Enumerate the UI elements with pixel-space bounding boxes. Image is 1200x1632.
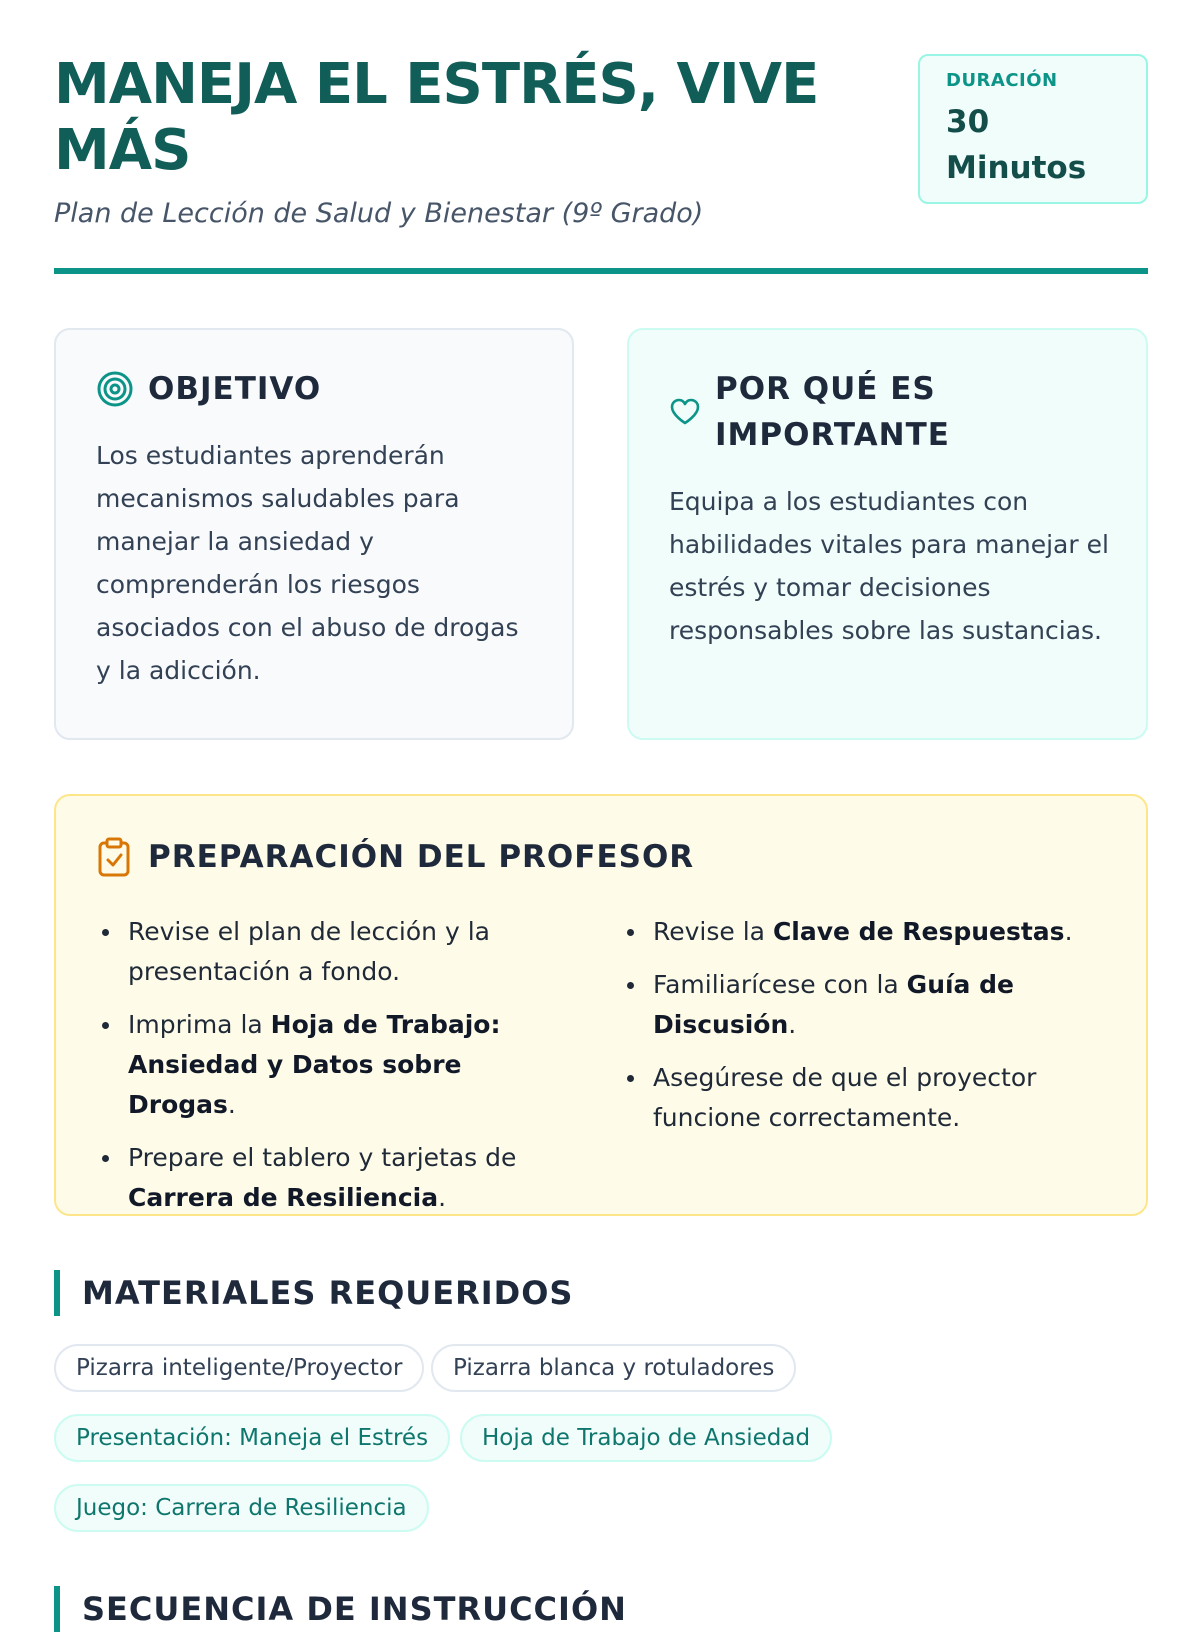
duration-label: DURACIÓN	[946, 70, 1058, 91]
prep-list-right	[621, 912, 1091, 1151]
clipboard-check-icon	[96, 837, 132, 877]
materials-title: MATERIALES REQUERIDOS	[82, 1274, 574, 1312]
duration-box	[918, 54, 1148, 204]
objective-title: OBJETIVO	[148, 371, 322, 407]
material-chip: Juego: Carrera de Resiliencia	[54, 1484, 429, 1532]
objective-header	[96, 366, 321, 412]
section-accent-bar	[54, 1586, 60, 1632]
material-chip: Pizarra blanca y rotuladores	[431, 1344, 796, 1392]
page-title: MANEJA EL ESTRÉS, VIVE MÁS	[54, 52, 819, 183]
list-item: Prepare el tablero y tarjetas de Carrera de Resiliencia.	[96, 1138, 566, 1218]
header-divider	[54, 268, 1148, 274]
sequence-header	[54, 1586, 627, 1632]
target-icon	[96, 370, 134, 408]
why-header	[669, 366, 995, 458]
duration-value: 30 Minutos	[946, 104, 1087, 186]
why-card	[627, 328, 1148, 740]
materials-header	[54, 1270, 573, 1316]
list-item: Familiarícese con la Guía de Discusión.	[621, 965, 1091, 1045]
why-text: Equipa a los estudiantes con habilidades vitales para manejar el estrés y tomar decisiones responsables sobre las sustancias.	[669, 487, 1109, 645]
section-accent-bar	[54, 1270, 60, 1316]
list-item: Revise la Clave de Respuestas.	[621, 912, 1091, 952]
material-chip: Pizarra inteligente/Proyector	[54, 1344, 424, 1392]
list-item: Asegúrese de que el proyector funcione correctamente.	[621, 1058, 1091, 1138]
list-item: Imprima la Hoja de Trabajo: Ansiedad y Datos sobre Drogas.	[96, 1005, 566, 1125]
header	[54, 52, 1148, 274]
objective-text: Los estudiantes aprenderán mecanismos saludables para manejar la ansiedad y comprenderán los riesgos asociados con el abuso de drogas y la adicción.	[96, 441, 519, 685]
heart-icon	[669, 396, 701, 428]
sequence-title: SECUENCIA DE INSTRUCCIÓN	[82, 1590, 627, 1628]
teacher-prep-card	[54, 794, 1148, 1216]
why-title: POR QUÉ ES IMPORTANTE	[715, 371, 950, 453]
material-chip: Hoja de Trabajo de Ansiedad	[460, 1414, 832, 1462]
objective-card	[54, 328, 574, 740]
prep-header	[96, 834, 694, 880]
list-item: Revise el plan de lección y la presentación a fondo.	[96, 912, 566, 992]
page-subtitle: Plan de Lección de Salud y Bienestar (9º Grado)	[54, 198, 704, 229]
prep-list-left	[96, 912, 566, 1231]
prep-title: PREPARACIÓN DEL PROFESOR	[148, 839, 695, 875]
material-chip: Presentación: Maneja el Estrés	[54, 1414, 450, 1462]
